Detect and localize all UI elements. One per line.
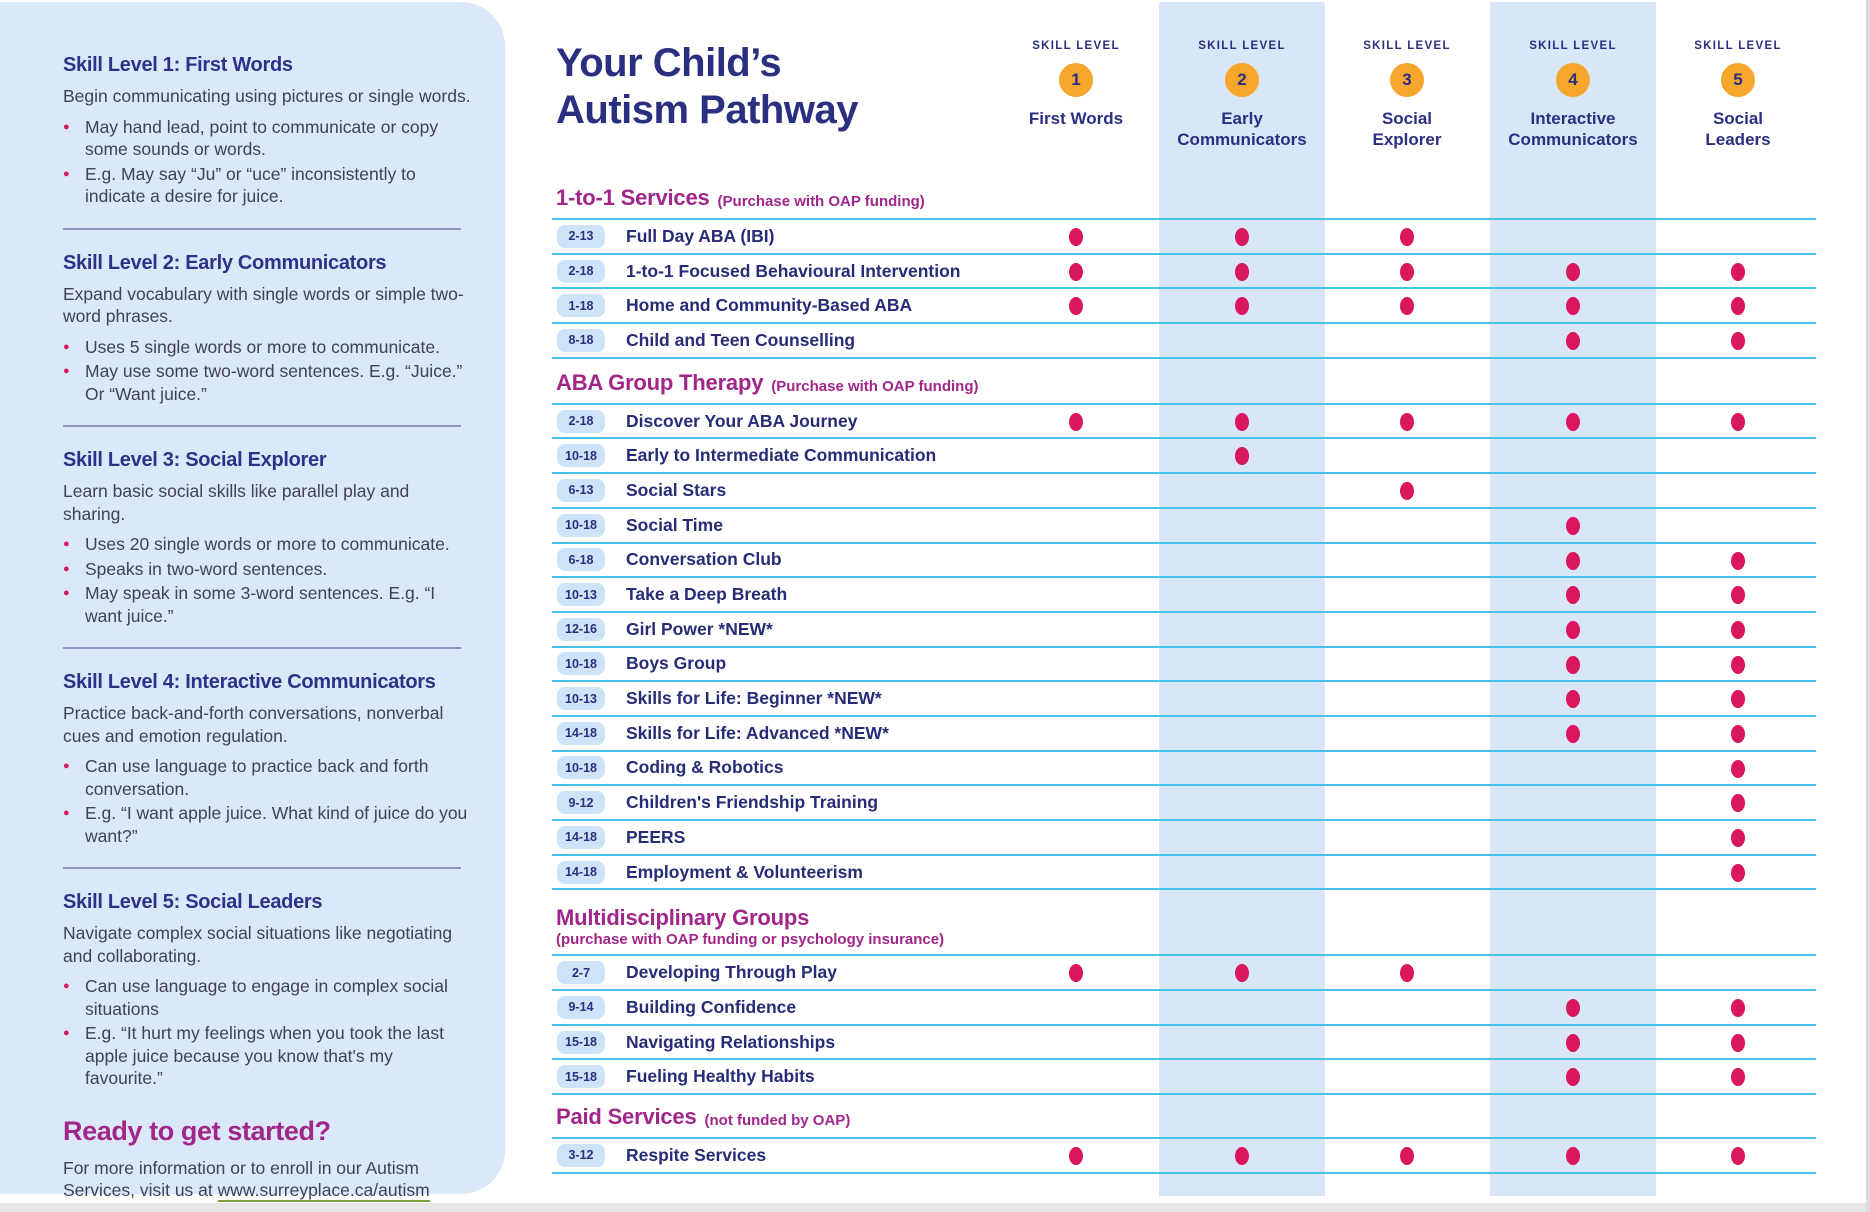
service-name: Navigating Relationships (626, 1031, 836, 1052)
skill-level-description-5 (63, 891, 471, 1090)
skill-dot-level-5 (1731, 690, 1745, 708)
service-name: Employment & Volunteerism (626, 861, 863, 882)
skill-dot-level-4 (1566, 1068, 1580, 1086)
skill-level-header-5 (1663, 40, 1813, 150)
bullet-item (63, 360, 471, 405)
skill-dot-level-4 (1566, 586, 1580, 604)
service-row (552, 717, 1816, 752)
service-name: Respite Services (626, 1144, 767, 1165)
bullet-dot-icon: ● (63, 980, 70, 992)
bullet-dot-icon: ● (63, 587, 70, 599)
section-divider (63, 867, 461, 869)
service-name: 1-to-1 Focused Behavioural Intervention (626, 260, 961, 281)
skill-dot-level-2 (1235, 1147, 1249, 1165)
section-divider (63, 228, 461, 230)
skill-level-descriptions (63, 54, 471, 1090)
skill-level-number-badge: 4 (1556, 63, 1590, 97)
skill-dot-level-5 (1731, 332, 1745, 350)
service-row (552, 509, 1816, 544)
skill-dot-level-3 (1400, 1147, 1414, 1165)
section-divider (63, 647, 461, 649)
bullet-dot-icon: ● (63, 562, 70, 575)
bullet-text: Uses 5 single words or more to communicate. (85, 336, 440, 357)
cta-text-before-link: For more information or to enroll in our Autism Services, visit us at (63, 1157, 419, 1200)
age-range-badge: 9-12 (557, 791, 605, 814)
skill-dot-level-2 (1235, 297, 1249, 315)
age-range-badge: 12-16 (557, 618, 605, 641)
skill-level-description-1 (63, 54, 471, 208)
age-range-badge: 2-18 (557, 410, 605, 433)
bullet-dot-icon: ● (63, 807, 70, 819)
skill-dot-level-4 (1566, 413, 1580, 431)
skill-dot-level-2 (1235, 413, 1249, 431)
table-section-note: (not funded by OAP) (704, 1112, 851, 1130)
service-row (552, 991, 1816, 1026)
skill-level-name-line2: Explorer (1372, 130, 1442, 149)
age-range-badge: 1-18 (557, 294, 605, 317)
service-row (552, 821, 1816, 856)
age-range-badge: 10-18 (557, 514, 605, 537)
service-row (552, 786, 1816, 821)
skill-dot-level-5 (1731, 760, 1745, 778)
skill-dot-level-4 (1566, 1034, 1580, 1052)
service-name: Home and Community-Based ABA (626, 295, 913, 316)
skill-dot-level-5 (1731, 725, 1745, 743)
skill-level-label: SKILL LEVEL (1529, 40, 1617, 52)
skill-level-description-text: Expand vocabulary with single words or simple two-word phrases. (63, 283, 464, 326)
service-row (552, 474, 1816, 509)
skill-dot-level-4 (1566, 1147, 1580, 1165)
cta-heading: Ready to get started? (63, 1115, 331, 1146)
skill-dot-level-4 (1566, 517, 1580, 535)
skill-level-name-line1: Early (1221, 109, 1263, 128)
service-row (552, 578, 1816, 613)
skill-level-header-4 (1498, 40, 1648, 150)
skill-level-description-heading: Skill Level 3: Social Explorer (63, 449, 327, 471)
skill-dot-level-5 (1731, 621, 1745, 639)
table-section-title: Paid Services (556, 1104, 697, 1130)
skill-dot-level-5 (1731, 864, 1745, 882)
bullet-dot-icon: ● (63, 365, 70, 377)
bullet-item (63, 755, 471, 800)
service-row (552, 405, 1816, 440)
skill-dot-level-4 (1566, 552, 1580, 570)
service-name: Building Confidence (626, 996, 797, 1017)
service-name: Take a Deep Breath (626, 584, 788, 605)
bullet-item (63, 1022, 471, 1090)
bullet-text: E.g. “I want apple juice. What kind of juice do you want?” (85, 803, 468, 846)
skill-dot-level-2 (1235, 228, 1249, 246)
skill-level-description-text: Learn basic social skills like parallel play and sharing. (63, 481, 410, 524)
skill-dot-level-5 (1731, 794, 1745, 812)
bullet-item (63, 558, 471, 581)
skill-dot-level-3 (1400, 297, 1414, 315)
table-section-note: (Purchase with OAP funding) (771, 377, 979, 395)
skill-level-bullet-list (63, 755, 471, 847)
skill-dot-level-1 (1069, 413, 1083, 431)
service-row (552, 544, 1816, 579)
age-range-badge: 14-18 (557, 722, 605, 745)
service-name: Skills for Life: Beginner *NEW* (626, 688, 882, 709)
bullet-text: E.g. “It hurt my feelings when you took the last apple juice because you know that's my favourite.” (85, 1023, 444, 1088)
bullet-dot-icon: ● (63, 167, 70, 180)
skill-dot-level-3 (1400, 413, 1414, 431)
service-name: Fueling Healthy Habits (626, 1066, 815, 1087)
skill-dot-level-4 (1566, 999, 1580, 1017)
skill-level-name (1498, 108, 1648, 150)
skill-level-name-line1: First Words (1028, 109, 1124, 128)
skill-level-name (1001, 108, 1151, 129)
skill-level-name (1663, 108, 1813, 150)
skill-dot-level-4 (1566, 725, 1580, 743)
age-range-badge: 8-18 (557, 329, 605, 352)
age-range-badge: 2-7 (557, 961, 605, 984)
skill-dot-level-3 (1400, 964, 1414, 982)
age-range-badge: 10-13 (557, 687, 605, 710)
service-row (552, 220, 1816, 255)
skill-dot-level-5 (1731, 586, 1745, 604)
service-name: Early to Intermediate Communication (626, 445, 937, 466)
bullet-text: Speaks in two-word sentences. (85, 558, 328, 579)
skill-dot-level-5 (1731, 656, 1745, 674)
skill-dot-level-5 (1731, 1147, 1745, 1165)
bullet-text: Uses 20 single words or more to communicate. (85, 534, 450, 554)
service-name: PEERS (626, 826, 686, 847)
bullet-item (63, 533, 471, 556)
skill-level-label: SKILL LEVEL (1032, 40, 1120, 52)
table-section-header (552, 359, 1816, 405)
table-section-note: (purchase with OAP funding or psychology insurance) (556, 931, 945, 949)
bullet-item (63, 802, 471, 847)
skill-level-name (1332, 108, 1482, 150)
skill-dot-level-5 (1731, 999, 1745, 1017)
age-range-badge: 10-18 (557, 652, 605, 675)
table-section-title: 1-to-1 Services (556, 185, 710, 210)
bullet-item (63, 163, 471, 208)
skill-dot-level-4 (1566, 656, 1580, 674)
age-range-badge: 15-18 (557, 1031, 605, 1054)
skill-level-number-badge: 3 (1390, 63, 1424, 97)
service-name: Discover Your ABA Journey (626, 410, 858, 431)
service-name: Skills for Life: Advanced *NEW* (626, 722, 889, 743)
age-range-badge: 10-18 (557, 756, 605, 779)
skill-dot-level-3 (1400, 228, 1414, 246)
age-range-badge: 2-13 (557, 225, 605, 248)
skill-dot-level-5 (1731, 263, 1745, 281)
service-row (552, 1060, 1816, 1095)
bottom-edge (0, 1203, 1870, 1212)
bullet-text: May use some two-word sentences. E.g. “Juice.” Or “Want juice.” (85, 361, 463, 404)
skill-level-name-line2: Communicators (1508, 130, 1638, 149)
service-name: Full Day ABA (IBI) (626, 225, 775, 246)
service-row (552, 289, 1816, 324)
skill-level-description-2 (63, 252, 471, 406)
skill-level-number-badge: 1 (1059, 63, 1093, 97)
skill-level-label: SKILL LEVEL (1198, 40, 1286, 52)
skill-level-description-3 (63, 449, 471, 627)
skill-level-description-heading: Skill Level 4: Interactive Communicators (63, 671, 436, 693)
skill-dot-level-1 (1069, 297, 1083, 315)
age-range-badge: 9-14 (557, 996, 605, 1019)
service-name: Social Time (626, 514, 723, 535)
bullet-text: May hand lead, point to communicate or copy some sounds or words. (85, 116, 439, 159)
service-name: Boys Group (626, 653, 727, 674)
skill-level-name-line1: Interactive (1530, 109, 1616, 128)
cta-text (63, 1157, 471, 1202)
skill-level-bullet-list (63, 336, 471, 406)
skill-level-name-line1: Social (1712, 109, 1764, 128)
service-row (552, 752, 1816, 787)
service-name: Coding & Robotics (626, 757, 784, 778)
skill-level-header-3 (1332, 40, 1482, 150)
skill-level-label: SKILL LEVEL (1363, 40, 1451, 52)
skill-level-description-text: Navigate complex social situations like negotiating and collaborating. (63, 923, 453, 966)
bullet-dot-icon: ● (63, 538, 70, 550)
skill-dot-level-2 (1235, 964, 1249, 982)
age-range-badge: 10-18 (557, 444, 605, 467)
pathway-table (552, 180, 1816, 1174)
service-row (552, 613, 1816, 648)
skill-level-number-badge: 2 (1225, 63, 1259, 97)
skill-dot-level-1 (1069, 263, 1083, 281)
right-edge (1866, 0, 1870, 1212)
skill-dot-level-5 (1731, 297, 1745, 315)
bullet-item (63, 116, 471, 161)
service-row (552, 856, 1816, 891)
skill-dot-level-4 (1566, 690, 1580, 708)
skill-level-bullet-list (63, 116, 471, 208)
skill-level-description-4 (63, 671, 471, 847)
service-name: Child and Teen Counselling (626, 329, 856, 350)
skill-dot-level-5 (1731, 1034, 1745, 1052)
bullet-text: E.g. May say “Ju” or “uce” inconsistently to indicate a desire for juice. (85, 163, 416, 206)
skill-dot-level-4 (1566, 263, 1580, 281)
skill-level-bullet-list (63, 533, 471, 627)
age-range-badge: 10-13 (557, 583, 605, 606)
cta-block (63, 1116, 471, 1202)
bullet-text: May speak in some 3-word sentences. E.g. “I want juice.” (85, 583, 436, 626)
skill-dot-level-2 (1235, 447, 1249, 465)
page-title-line2: Autism Pathway (556, 88, 858, 132)
skill-dot-level-4 (1566, 297, 1580, 315)
age-range-badge: 2-18 (557, 260, 605, 283)
bullet-item (63, 582, 471, 627)
skill-dot-level-5 (1731, 1068, 1745, 1086)
skill-dot-level-1 (1069, 1147, 1083, 1165)
page-title-line1: Your Child’s (556, 41, 782, 85)
table-section-header (552, 1095, 1816, 1139)
service-name: Developing Through Play (626, 962, 837, 983)
bullet-item (63, 336, 471, 359)
service-row (552, 324, 1816, 359)
skill-dot-level-5 (1731, 413, 1745, 431)
service-name: Girl Power *NEW* (626, 618, 773, 639)
skill-level-description-text: Practice back-and-forth conversations, nonverbal cues and emotion regulation. (63, 703, 444, 746)
sidebar (0, 2, 505, 1200)
service-row (552, 439, 1816, 474)
table-section-title: ABA Group Therapy (556, 369, 764, 395)
cta-link[interactable]: www.surreyplace.ca/autism (217, 1180, 430, 1200)
skill-dot-level-4 (1566, 332, 1580, 350)
skill-level-number-badge: 5 (1721, 63, 1755, 97)
service-row (552, 682, 1816, 717)
bullet-dot-icon: ● (63, 120, 70, 133)
skill-level-description-heading: Skill Level 5: Social Leaders (63, 891, 323, 913)
skill-level-name-line2: Leaders (1705, 130, 1771, 149)
bullet-dot-icon: ● (63, 760, 70, 772)
service-row (552, 1026, 1816, 1061)
bullet-dot-icon: ● (63, 340, 70, 353)
skill-level-name (1167, 108, 1317, 150)
skill-dot-level-5 (1731, 829, 1745, 847)
age-range-badge: 3-12 (557, 1144, 605, 1167)
age-range-badge: 14-18 (557, 826, 605, 849)
section-divider (63, 425, 461, 427)
skill-dot-level-1 (1069, 228, 1083, 246)
skill-level-description-heading: Skill Level 1: First Words (63, 54, 293, 76)
service-name: Social Stars (626, 479, 727, 500)
page-title (556, 40, 858, 134)
skill-level-bullet-list (63, 975, 471, 1090)
skill-dot-level-2 (1235, 263, 1249, 281)
skill-dot-level-3 (1400, 482, 1414, 500)
service-name: Children's Friendship Training (626, 792, 879, 813)
skill-dot-level-5 (1731, 552, 1745, 570)
age-range-badge: 14-18 (557, 861, 605, 884)
table-section-note: (Purchase with OAP funding) (717, 193, 925, 210)
service-row (552, 255, 1816, 290)
skill-level-description-text: Begin communicating using pictures or single words. (63, 86, 471, 106)
skill-level-label: SKILL LEVEL (1694, 40, 1782, 52)
skill-dot-level-4 (1566, 621, 1580, 639)
table-section-header (552, 180, 1816, 220)
bullet-text: Can use language to practice back and forth conversation. (85, 756, 429, 799)
bullet-text: Can use language to engage in complex social situations (85, 976, 448, 1019)
service-row (552, 956, 1816, 991)
age-range-badge: 15-18 (557, 1065, 605, 1088)
service-row (552, 648, 1816, 683)
skill-level-header-1 (1001, 40, 1151, 129)
table-section-title: Multidisciplinary Groups (556, 905, 810, 931)
service-name: Conversation Club (626, 549, 782, 570)
age-range-badge: 6-13 (557, 479, 605, 502)
skill-level-name-line1: Social (1381, 109, 1433, 128)
skill-level-description-heading: Skill Level 2: Early Communicators (63, 251, 387, 274)
skill-level-header-2 (1167, 40, 1317, 150)
service-row (552, 1139, 1816, 1174)
table-section-header (552, 890, 1816, 956)
age-range-badge: 6-18 (557, 548, 605, 571)
skill-dot-level-1 (1069, 964, 1083, 982)
bullet-dot-icon: ● (63, 1027, 70, 1039)
skill-level-name-line2: Communicators (1177, 130, 1307, 149)
bullet-item (63, 975, 471, 1020)
skill-dot-level-3 (1400, 263, 1414, 281)
